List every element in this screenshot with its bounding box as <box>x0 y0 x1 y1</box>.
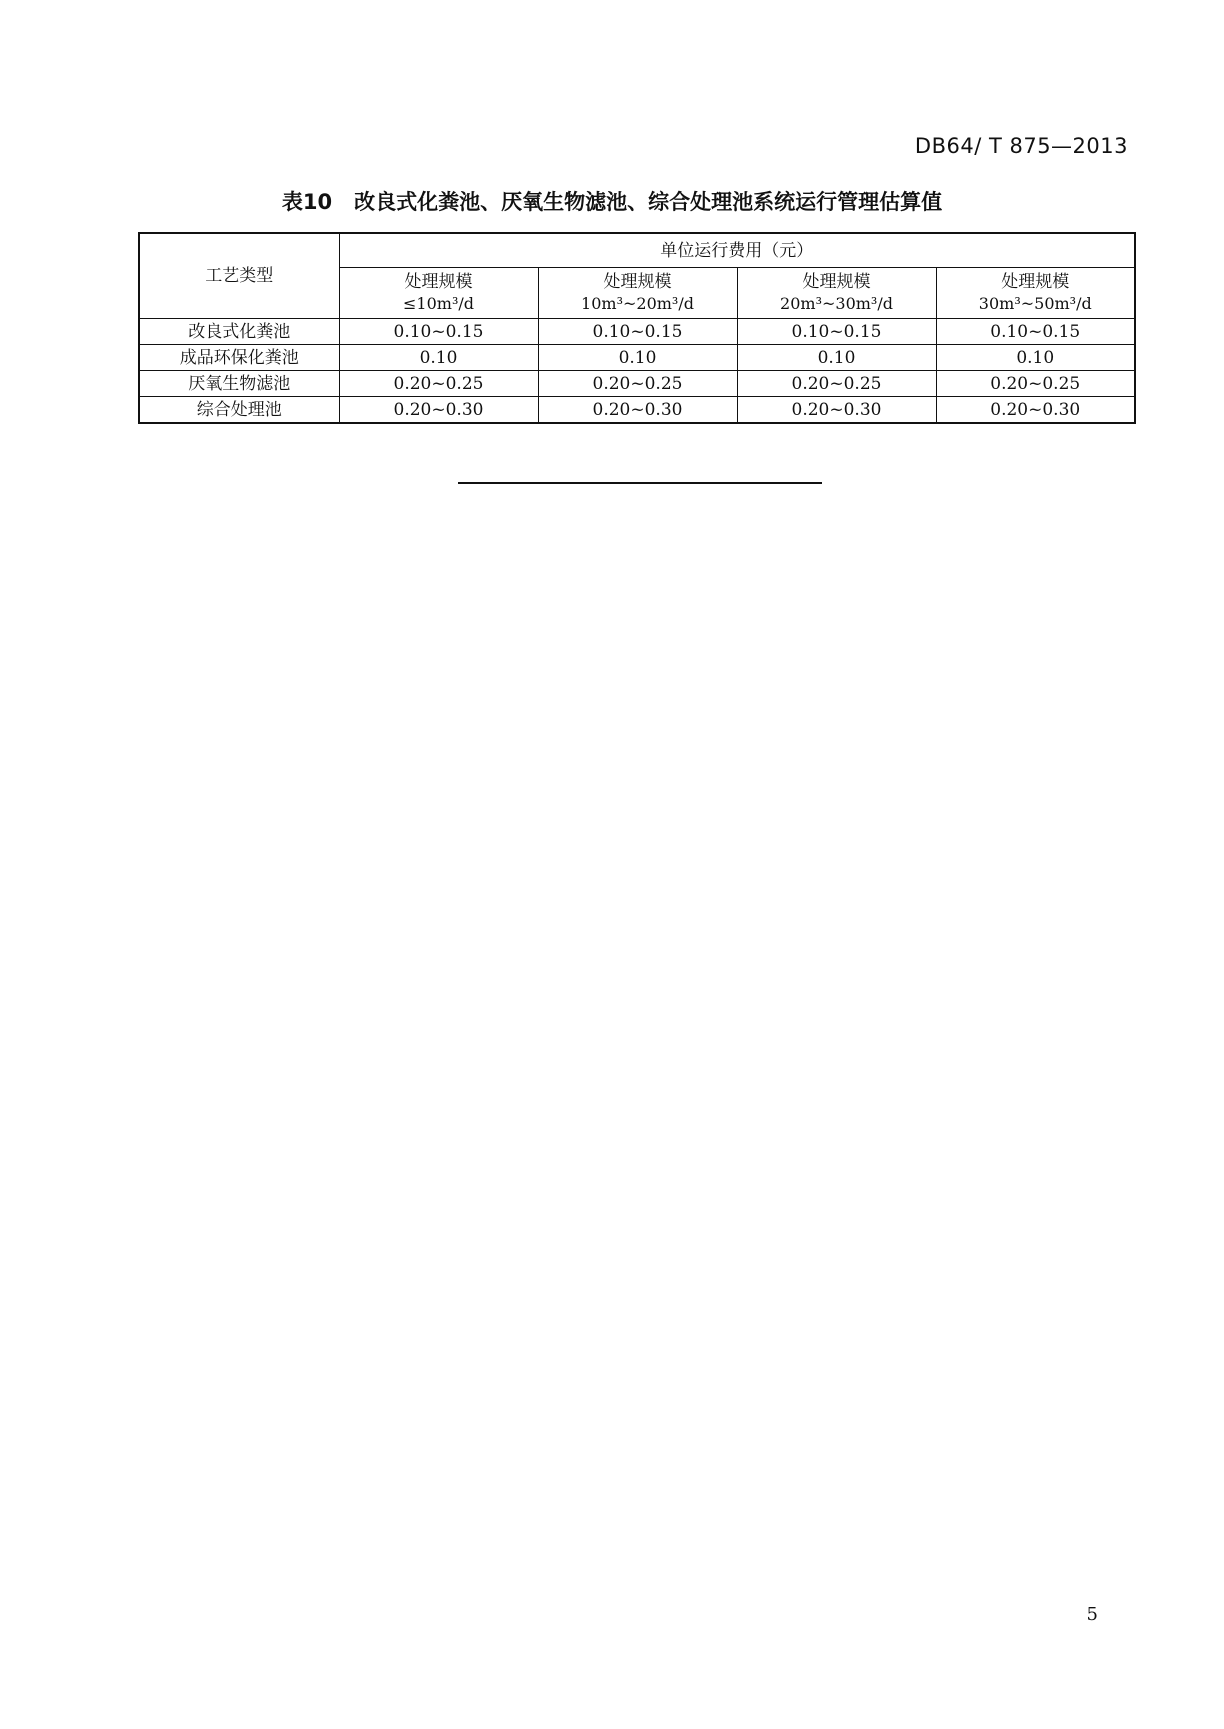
scale-range: 30m³~50m³/d <box>978 294 1092 313</box>
table-row <box>139 319 1135 345</box>
document-code: DB64/ T 875—2013 <box>914 134 1128 158</box>
process-type-cell: 厌氧生物滤池 <box>139 371 339 397</box>
cost-cell: 0.20~0.25 <box>737 371 936 397</box>
cost-cell: 0.10~0.15 <box>339 319 538 345</box>
scale-header <box>737 268 936 319</box>
cost-cell: 0.20~0.30 <box>538 397 737 424</box>
process-type-cell: 综合处理池 <box>139 397 339 424</box>
scale-range: 20m³~30m³/d <box>780 294 893 313</box>
cost-cell: 0.10 <box>936 345 1135 371</box>
cost-cell: 0.10 <box>737 345 936 371</box>
cost-cell: 0.10 <box>538 345 737 371</box>
scale-header <box>538 268 737 319</box>
scale-range: ≤10m³/d <box>403 294 474 313</box>
table-number: 表10 <box>281 190 333 214</box>
cost-cell: 0.10 <box>339 345 538 371</box>
scale-header <box>339 268 538 319</box>
cost-cell: 0.10~0.15 <box>936 319 1135 345</box>
scale-range: 10m³~20m³/d <box>581 294 694 313</box>
end-of-section-rule <box>458 482 822 484</box>
table-row <box>139 371 1135 397</box>
scale-label: 处理规模 <box>802 272 871 292</box>
process-type-header: 工艺类型 <box>139 233 339 319</box>
cost-cell: 0.10~0.15 <box>737 319 936 345</box>
cost-cell: 0.10~0.15 <box>538 319 737 345</box>
cost-estimate-table <box>138 232 1136 424</box>
scale-label: 处理规模 <box>404 272 473 292</box>
table-title <box>0 186 1224 216</box>
unit-cost-header: 单位运行费用（元） <box>339 233 1135 268</box>
process-type-cell: 改良式化粪池 <box>139 319 339 345</box>
scale-label: 处理规模 <box>603 272 672 292</box>
cost-cell: 0.20~0.25 <box>339 371 538 397</box>
page-number: 5 <box>1086 1604 1098 1625</box>
cost-cell: 0.20~0.30 <box>737 397 936 424</box>
cost-cell: 0.20~0.25 <box>936 371 1135 397</box>
table-header-row <box>139 233 1135 268</box>
scale-label: 处理规模 <box>1001 272 1070 292</box>
cost-cell: 0.20~0.25 <box>538 371 737 397</box>
process-type-cell: 成品环保化粪池 <box>139 345 339 371</box>
cost-cell: 0.20~0.30 <box>339 397 538 424</box>
table-title-text: 改良式化粪池、厌氧生物滤池、综合处理池系统运行管理估算值 <box>354 190 943 214</box>
cost-cell: 0.20~0.30 <box>936 397 1135 424</box>
table-row <box>139 397 1135 424</box>
scale-header <box>936 268 1135 319</box>
table-row <box>139 345 1135 371</box>
